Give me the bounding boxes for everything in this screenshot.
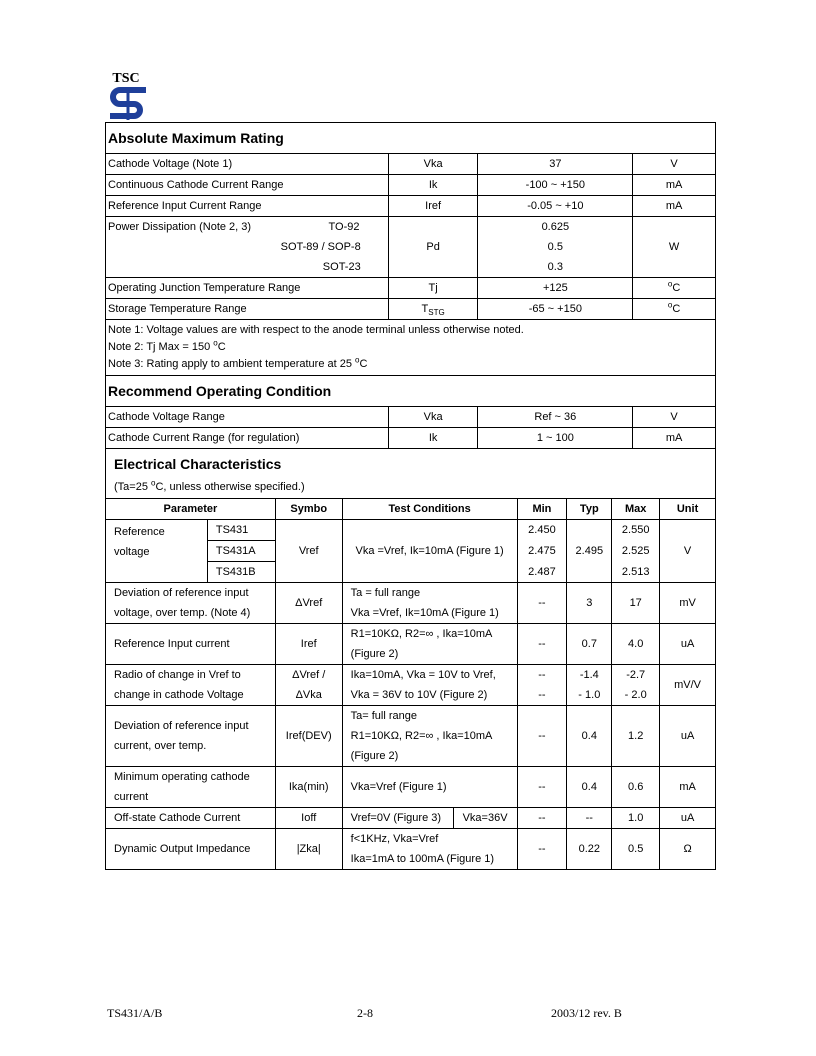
column-header: Parameter xyxy=(106,499,276,520)
symbol-cell: Vref xyxy=(275,520,342,583)
table-row xyxy=(106,196,716,217)
device-cell: TS431 xyxy=(207,520,275,541)
symbol-cell xyxy=(388,299,478,320)
unit-cell: uA xyxy=(660,706,716,767)
symbol-cell: Iref xyxy=(275,624,342,665)
unit-cell: mV xyxy=(660,583,716,624)
param-cell: Minimum operating cathode current xyxy=(106,767,276,808)
typ-cell: -1.4 - 1.0 xyxy=(567,665,612,706)
typ-cell: 0.22 xyxy=(567,829,612,870)
param-cell: Reference Input Current Range xyxy=(106,196,389,217)
table-row xyxy=(106,767,716,808)
column-header: Max xyxy=(612,499,660,520)
param-cell: Cathode Current Range (for regulation) xyxy=(106,428,389,449)
unit-text: C xyxy=(672,282,681,294)
value-cell: -0.05 ~ +10 xyxy=(478,196,633,217)
max-cell: 2.513 xyxy=(612,562,660,583)
table-row xyxy=(106,154,716,175)
symbol-cell: Ika(min) xyxy=(275,767,342,808)
table-row xyxy=(106,299,716,320)
logo-text: TSC xyxy=(112,71,140,86)
unit-cell: mA xyxy=(660,767,716,808)
min-cell: -- xyxy=(517,624,567,665)
note-3: Note 3: Rating apply to ambient temperature at 25 $^o$C xyxy=(108,355,368,370)
condition-cell: Vka=Vref (Figure 1) xyxy=(342,767,517,808)
value-cell: 0.3 xyxy=(478,257,633,278)
note-1: Note 1: Voltage values are with respect to the anode terminal unless otherwise noted. xyxy=(108,324,524,336)
unit-cell: W xyxy=(633,217,716,278)
param-cell: Continuous Cathode Current Range xyxy=(106,175,389,196)
roc-title: Recommend Operating Condition xyxy=(106,376,716,407)
symbol-cell: Ik xyxy=(388,428,478,449)
min-cell: -- -- xyxy=(517,665,567,706)
max-cell: 1.2 xyxy=(612,706,660,767)
footer-page-number: 2-8 xyxy=(357,1006,373,1020)
max-cell: -2.7 - 2.0 xyxy=(612,665,660,706)
table-header-row xyxy=(106,499,716,520)
param-cell: Reference voltage xyxy=(106,520,208,583)
value-cell: 0.625 xyxy=(478,217,633,238)
condition-cell: Vka =Vref, Ik=10mA (Figure 1) xyxy=(342,520,517,583)
electrical-characteristics-table xyxy=(105,448,716,870)
min-cell: -- xyxy=(517,808,567,829)
value-cell: Ref ~ 36 xyxy=(478,407,633,428)
max-cell: 2.550 xyxy=(612,520,660,541)
ec-subtitle: (Ta=25 $^o$C, unless otherwise specified.) xyxy=(114,478,305,493)
min-cell: 2.475 xyxy=(517,541,567,562)
column-header: Min xyxy=(517,499,567,520)
condition-cell: f<1KHz, Vka=Vref Ika=1mA to 100mA (Figure 1) xyxy=(342,829,517,870)
min-cell: 2.487 xyxy=(517,562,567,583)
unit-cell: uA xyxy=(660,808,716,829)
symbol-cell: Iref xyxy=(388,196,478,217)
package-label: TO-92 xyxy=(328,221,360,233)
ec-title: Electrical Characteristics xyxy=(114,456,282,472)
table-row xyxy=(106,428,716,449)
value-cell: -65 ~ +150 xyxy=(478,299,633,320)
typ-cell: 0.4 xyxy=(567,706,612,767)
table-row xyxy=(106,665,716,706)
table-row xyxy=(106,583,716,624)
unit-cell xyxy=(633,299,716,320)
symbol-cell: Iref(DEV) xyxy=(275,706,342,767)
value-cell: 1 ~ 100 xyxy=(478,428,633,449)
max-cell: 1.0 xyxy=(612,808,660,829)
table-row xyxy=(106,706,716,767)
notes-cell xyxy=(106,320,716,376)
unit-cell: mV/V xyxy=(660,665,716,706)
value-cell: 0.5 xyxy=(478,237,633,257)
device-cell: TS431B xyxy=(207,562,275,583)
unit-text: C xyxy=(672,303,681,315)
max-cell: 0.6 xyxy=(612,767,660,808)
max-cell: 2.525 xyxy=(612,541,660,562)
param-cell: Cathode Voltage (Note 1) xyxy=(106,154,389,175)
symbol-cell: Vka xyxy=(388,407,478,428)
param-cell: Deviation of reference input current, over temp. xyxy=(106,706,276,767)
degree-mark: o xyxy=(667,300,673,310)
max-cell: 0.5 xyxy=(612,829,660,870)
symbol-cell: Tj xyxy=(388,278,478,299)
min-cell: -- xyxy=(517,706,567,767)
unit-cell: V xyxy=(633,407,716,428)
param-cell: Reference Input current xyxy=(106,624,276,665)
condition-cell: R1=10KΩ, R2=∞ , Ika=10mA (Figure 2) xyxy=(342,624,517,665)
logo-mark-icon xyxy=(106,86,150,122)
unit-cell: Ω xyxy=(660,829,716,870)
condition-cell: Ta= full range R1=10KΩ, R2=∞ , Ika=10mA (Figure 2) xyxy=(342,706,517,767)
table-row xyxy=(106,278,716,299)
unit-cell: mA xyxy=(633,428,716,449)
typ-cell: 0.4 xyxy=(567,767,612,808)
symbol-cell: Vka xyxy=(388,154,478,175)
unit-cell xyxy=(633,278,716,299)
condition-cell: Vka=36V xyxy=(453,808,517,829)
unit-cell: V xyxy=(633,154,716,175)
unit-cell: mA xyxy=(633,175,716,196)
footer-part-number: TS431/A/B xyxy=(107,1006,163,1020)
condition-cell: Ta = full range Vka =Vref, Ik=10mA (Figure 1) xyxy=(342,583,517,624)
column-header: Unit xyxy=(660,499,716,520)
param-cell xyxy=(106,217,389,238)
param-cell: Dynamic Output Impedance xyxy=(106,829,276,870)
value-cell: -100 ~ +150 xyxy=(478,175,633,196)
condition-cell: Vref=0V (Figure 3) xyxy=(342,808,453,829)
ec-header-cell xyxy=(106,449,716,499)
package-label: SOT-23 xyxy=(106,257,389,278)
table-row xyxy=(106,175,716,196)
column-header: Symbo xyxy=(275,499,342,520)
symbol-sub: STG xyxy=(428,308,445,318)
table-row xyxy=(106,624,716,665)
typ-cell: 2.495 xyxy=(567,520,612,583)
typ-cell: 3 xyxy=(567,583,612,624)
param-cell: Radio of change in Vref to change in cathode Voltage xyxy=(106,665,276,706)
param-cell: Operating Junction Temperature Range xyxy=(106,278,389,299)
degree-mark: o xyxy=(667,279,673,289)
condition-cell: Ika=10mA, Vka = 10V to Vref, Vka = 36V to 10V (Figure 2) xyxy=(342,665,517,706)
symbol-cell: Pd xyxy=(388,217,478,278)
param-cell: Deviation of reference input voltage, over temp. (Note 4) xyxy=(106,583,276,624)
min-cell: -- xyxy=(517,767,567,808)
typ-cell: -- xyxy=(567,808,612,829)
value-cell: +125 xyxy=(478,278,633,299)
absolute-maximum-rating-table xyxy=(105,122,716,449)
amr-title: Absolute Maximum Rating xyxy=(106,123,716,154)
company-logo xyxy=(106,72,152,122)
power-param-label: Power Dissipation (Note 2, 3) xyxy=(108,221,252,233)
typ-cell: 0.7 xyxy=(567,624,612,665)
table-row xyxy=(106,808,716,829)
table-row xyxy=(106,217,716,238)
symbol-cell: ΔVref xyxy=(275,583,342,624)
table-row xyxy=(106,829,716,870)
table-row xyxy=(106,407,716,428)
package-label: SOT-89 / SOP-8 xyxy=(106,237,389,257)
max-cell: 4.0 xyxy=(612,624,660,665)
note-2: Note 2: Tj Max = 150 $^o$C xyxy=(108,338,226,353)
symbol-main: T xyxy=(421,303,429,315)
footer-revision: 2003/12 rev. B xyxy=(551,1006,622,1020)
unit-cell: mA xyxy=(633,196,716,217)
param-cell: Cathode Voltage Range xyxy=(106,407,389,428)
table-row xyxy=(106,520,716,541)
symbol-cell: |Zka| xyxy=(275,829,342,870)
symbol-cell: ΔVref / ΔVka xyxy=(275,665,342,706)
unit-cell: uA xyxy=(660,624,716,665)
param-cell: Storage Temperature Range xyxy=(106,299,389,320)
unit-cell: V xyxy=(660,520,716,583)
min-cell: -- xyxy=(517,583,567,624)
max-cell: 17 xyxy=(612,583,660,624)
min-cell: 2.450 xyxy=(517,520,567,541)
symbol-cell: Ik xyxy=(388,175,478,196)
column-header: Typ xyxy=(567,499,612,520)
column-header: Test Conditions xyxy=(342,499,517,520)
param-cell: Off-state Cathode Current xyxy=(106,808,276,829)
symbol-cell: Ioff xyxy=(275,808,342,829)
device-cell: TS431A xyxy=(207,541,275,562)
value-cell: 37 xyxy=(478,154,633,175)
min-cell: -- xyxy=(517,829,567,870)
